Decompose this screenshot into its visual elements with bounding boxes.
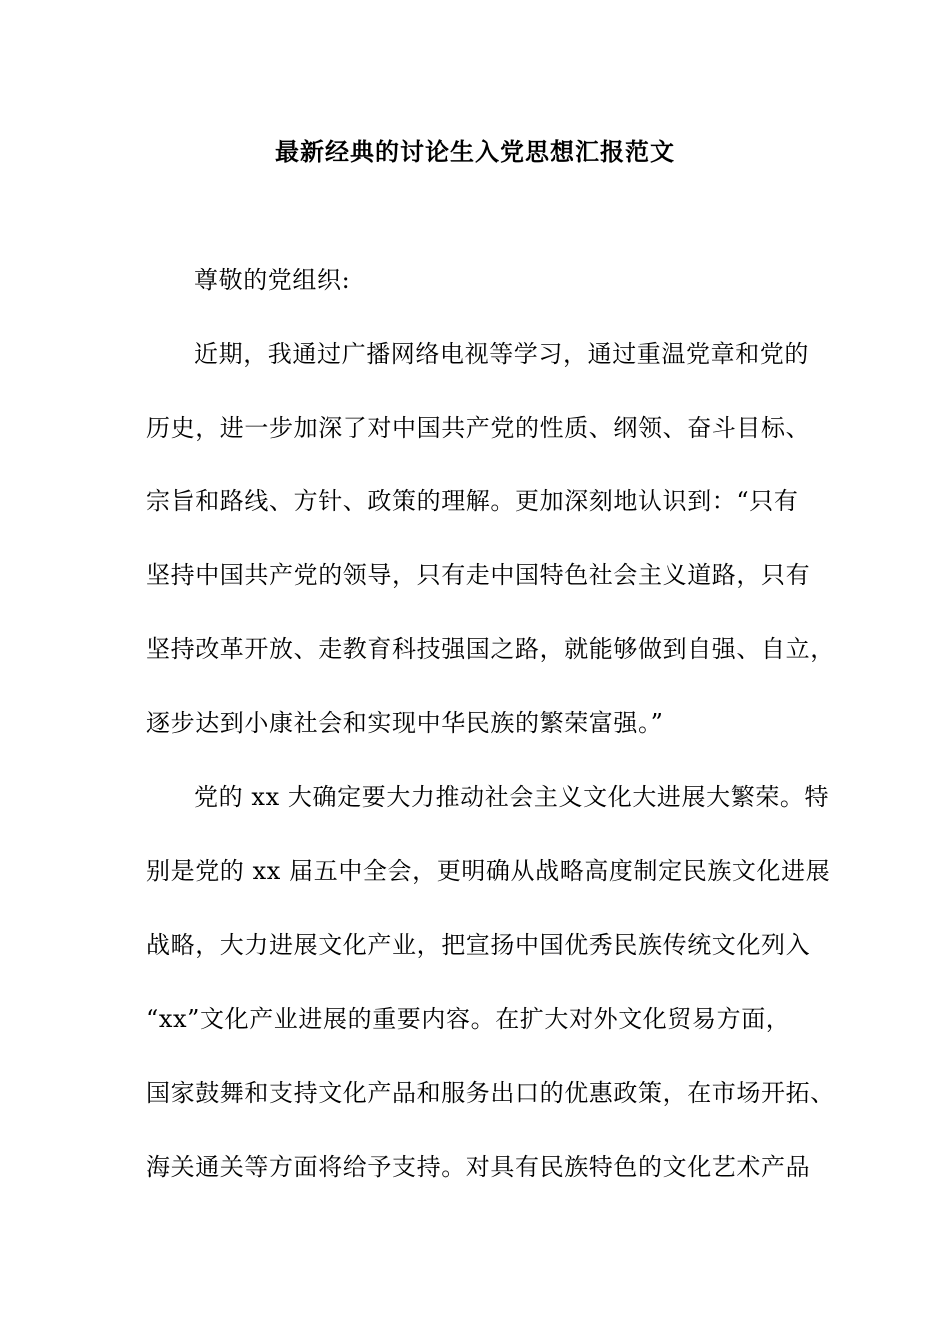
body-line: “xx”文化产业进展的重要内容。在扩大对外文化贸易方面， <box>146 1005 791 1033</box>
salutation-line: 尊敬的党组织: <box>194 266 351 294</box>
body-line: 海关通关等方面将给予支持。对具有民族特色的文化艺术产品 <box>146 1153 811 1181</box>
body-line: 历史，进一步加深了对中国共产党的性质、纲领、奋斗目标、 <box>146 414 811 442</box>
body-line: 别是党的 xx 届五中全会，更明确从战略高度制定民族文化进展 <box>146 857 831 885</box>
body-line: 坚持改革开放、走教育科技强国之路，就能够做到自强、自立， <box>146 635 835 663</box>
body-line: 逐步达到小康社会和实现中华民族的繁荣富强。” <box>146 709 664 737</box>
body-line: 国家鼓舞和支持文化产品和服务出口的优惠政策，在市场开拓、 <box>146 1079 835 1107</box>
document-title: 最新经典的讨论生入党思想汇报范文 <box>275 138 675 166</box>
body-line: 党的 xx 大确定要大力推动社会主义文化大进展大繁荣。特 <box>194 783 830 811</box>
body-line: 宗旨和路线、方针、政策的理解。更加深刻地认识到：“只有 <box>146 487 799 515</box>
body-line: 近期，我通过广播网络电视等学习，通过重温党章和党的 <box>194 340 809 368</box>
body-line: 战略，大力进展文化产业，把宣扬中国优秀民族传统文化列入 <box>146 931 811 959</box>
body-line: 坚持中国共产党的领导，只有走中国特色社会主义道路，只有 <box>146 561 811 589</box>
